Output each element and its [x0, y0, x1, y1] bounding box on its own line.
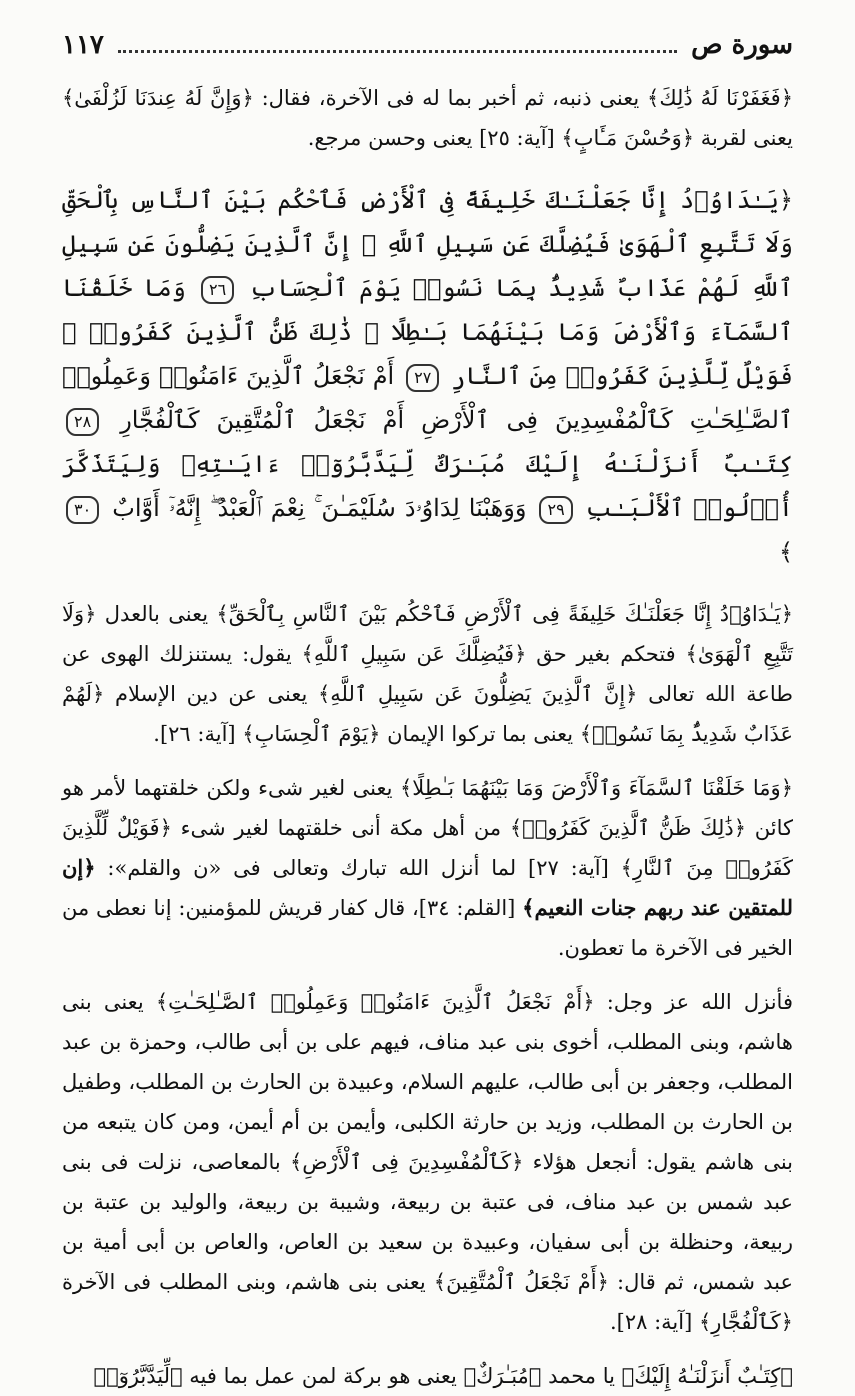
paragraph-text: ﴿يَـٰدَاوُۥدُ إِنَّا جَعَلْنَـٰكَ خَلِيفَةً فِى ٱلْأَرْضِ فَٱحْكُم بَيْنَ ٱلنَّاسِ بِٱلْحَقِّ﴾ يعنى بالعدل ﴿وَلَا تَتَّبِعِ ٱلْهَوَىٰ﴾ فتحكم بغير حق ﴿فَيُضِلَّكَ عَن سَبِيلِ ٱللَّهِ﴾ يقول: يستنزلك الهوى عن طاعة الله تعالى ﴿إِنَّ ٱلَّذِينَ يَضِلُّونَ عَن سَبِيلِ ٱللَّهِ﴾ يعنى عن دين الإسلام ﴿لَهُمْ عَذَابٌ شَدِيدٌۢ بِمَا نَسُوا۟﴾ يعنى بما تركوا الإيمان ﴿يَوْمَ ٱلْحِسَابِ﴾ [آية: ٢٦].	[62, 602, 793, 746]
commentary-paragraph-2	[62, 594, 793, 754]
commentary-paragraph-4	[62, 982, 793, 1342]
paragraph-text-continued: [القلم: ٣٤]، قال كفار قريش للمؤمنين: إنا نعطى من الخير فى الآخرة ما تعطون.	[62, 896, 793, 960]
verse-close-bracket: ﴾	[778, 538, 793, 566]
verse-29: كِتَـٰبٌ أَنزَلْنَـٰهُ إِلَيْكَ مُبَـٰرَكٌ لِّيَدَّبَّرُوٓا۟ ءَايَـٰتِهِۦ وَلِيَتَذَكَّرَ أُو۟لُوا۟ ٱلْأَلْبَـٰبِ	[62, 450, 793, 522]
page-number: ١١٧	[62, 30, 104, 60]
surah-title: سورة ص	[691, 30, 793, 60]
bold-quote: ﴿إن للمتقين عند ربهم جنات النعيم﴾	[62, 855, 793, 920]
paragraph-text: ﴿فَغَفَرْنَا لَهُ ذَٰلِكَ﴾ يعنى ذنبه، ثم أخبر بما له فى الآخرة، فقال: ﴿وَإِنَّ لَهُ عِندَنَا لَزُلْفَىٰ﴾ يعنى لقربة ﴿وَحُسْنَ مَـَٔابٍ﴾ [آية: ٢٥] يعنى وحسن مرجع.	[62, 86, 793, 150]
commentary-paragraph-5	[62, 1356, 793, 1396]
page-header	[62, 30, 793, 78]
verse-number-29: ٢٩	[539, 496, 572, 524]
quran-verses-block	[62, 178, 793, 574]
verse-number-30: ٣٠	[66, 496, 99, 524]
header-dotted-leader	[118, 50, 677, 53]
verse-number-28: ٢٨	[66, 408, 99, 436]
commentary-paragraph-3	[62, 768, 793, 968]
paragraph-text: فأنزل الله عز وجل: ﴿أَمْ نَجْعَلُ ٱلَّذِينَ ءَامَنُوا۟ وَعَمِلُوا۟ ٱلصَّـٰلِحَـٰتِ﴾ يعنى بنى هاشم، وبنى المطلب، أخوى بنى عبد مناف، فيهم على بن أبى طالب، وحمزة بن عبد المطلب، وجعفر بن أبى طالب، عليهم السلام، وعبيدة بن الحارث بن المطلب، وطفيل بن الحارث بن المطلب، وزيد بن حارثة الكلبى، وأيمن بن أم أيمن، ومن كان يتبعه من بنى هاشم يقول: أنجعل هؤلاء ﴿كَٱلْمُفْسِدِينَ فِى ٱلْأَرْضِ﴾ بالمعاصى، نزلت فى بنى عبد شمس بن عبد مناف، فى عتبة بن ربيعة، وشيبة بن ربيعة، والوليد بن عتبة بن ربيعة، وحنظلة بن أبى سفيان، وعبيدة بن سعيد بن العاص، والعاص بن أبى أمية بن عبد شمس، ثم قال: ﴿أَمْ نَجْعَلُ ٱلْمُتَّقِينَ﴾ يعنى بنى هاشم، وبنى المطلب فى الآخرة ﴿كَٱلْفُجَّارِ﴾ [آية: ٢٨].	[62, 990, 793, 1334]
verse-28: أَمْ نَجْعَلُ ٱلَّذِينَ ءَامَنُوا۟ وَعَمِلُوا۟ ٱلصَّـٰلِحَـٰتِ كَٱلْمُفْسِدِينَ فِى ٱلْأَرْضِ أَمْ نَجْعَلُ ٱلْمُتَّقِينَ كَٱلْفُجَّارِ	[62, 362, 793, 434]
verse-number-26: ٢٦	[201, 276, 234, 304]
paragraph-text: ﴿وَمَا خَلَقْنَا ٱلسَّمَآءَ وَٱلْأَرْضَ وَمَا بَيْنَهُمَا بَـٰطِلًا﴾ يعنى لغير شىء ولكن خلقتهما لأمر هو كائن ﴿ذَٰلِكَ ظَنُّ ٱلَّذِينَ كَفَرُوا۟﴾ من أهل مكة أنى خلقتهما لغير شىء ﴿فَوَيْلٌ لِّلَّذِينَ كَفَرُوا۟ مِنَ ٱلنَّارِ﴾ [آية: ٢٧] لما أنزل الله تبارك وتعالى فى «ن والقلم»:	[62, 776, 793, 880]
verse-27: وَمَا خَلَقْنَا ٱلسَّمَآءَ وَٱلْأَرْضَ وَمَا بَيْنَهُمَا بَـٰطِلًا ۚ ذَٰلِكَ ظَنُّ ٱلَّذِينَ كَفَرُوا۟ ۚ فَوَيْلٌ لِّلَّذِينَ كَفَرُوا۟ مِنَ ٱلنَّارِ	[62, 274, 793, 390]
verse-26: ﴿يَـٰدَاوُۥدُ إِنَّا جَعَلْنَـٰكَ خَلِيفَةً فِى ٱلْأَرْضِ فَٱحْكُم بَيْنَ ٱلنَّاسِ بِٱلْحَقِّ وَلَا تَتَّبِعِ ٱلْهَوَىٰ فَيُضِلَّكَ عَن سَبِيلِ ٱللَّهِ ۚ إِنَّ ٱلَّذِينَ يَضِلُّونَ عَن سَبِيلِ ٱللَّهِ لَهُمْ عَذَابٌ شَدِيدٌۢ بِمَا نَسُوا۟ يَوْمَ ٱلْحِسَابِ	[62, 186, 793, 302]
commentary-paragraph-1	[62, 78, 793, 158]
paragraph-text: ﴿كِتَـٰبٌ أَنزَلْنَـٰهُ إِلَيْكَ﴾ يا محمد ﴿مُبَـٰرَكٌ﴾ يعنى هو بركة لمن عمل بما فيه ﴿لِّيَدَّبَّرُوٓا۟	[93, 1364, 793, 1388]
verse-number-27: ٢٧	[406, 364, 439, 392]
verse-30: وَوَهَبْنَا لِدَاوُۥدَ سُلَيْمَـٰنَ ۚ نِعْمَ ٱلْعَبْدُ ۖ إِنَّهُۥٓ أَوَّابٌ	[112, 494, 527, 522]
